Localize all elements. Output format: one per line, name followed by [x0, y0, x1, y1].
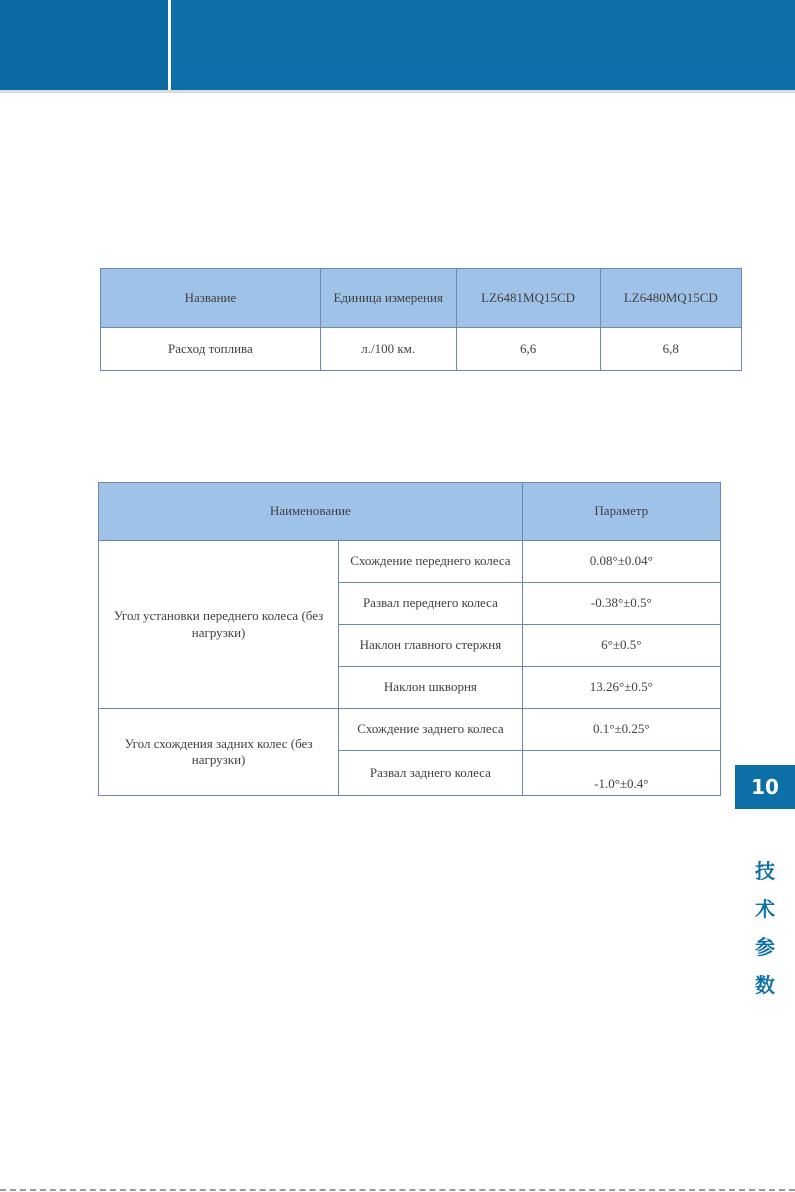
header-model-1: LZ6481MQ15CD [456, 269, 600, 328]
table-header-row [101, 269, 742, 328]
row-name: Наклон главного стержня [339, 625, 522, 667]
row-name: Схождение переднего колеса [339, 541, 522, 583]
table-header-row [99, 483, 721, 541]
header-parameter: Параметр [522, 483, 720, 541]
row-value: 0.1°±0.25° [522, 709, 720, 751]
row-value: 13.26°±0.5° [522, 667, 720, 709]
header-divider [168, 0, 171, 90]
bottom-dashed-rule [0, 1189, 795, 1191]
row-value: -1.0°±0.4° [522, 751, 720, 796]
row-value: 6°±0.5° [522, 625, 720, 667]
group-label-front: Угол установки переднего колеса (без нагрузки) [99, 541, 339, 709]
row-name: Схождение заднего колеса [339, 709, 522, 751]
fuel-consumption-table [100, 268, 742, 371]
header-shadow [0, 90, 795, 93]
cell-value-1: 6,6 [456, 328, 600, 371]
table-row [101, 328, 742, 371]
table-row [99, 709, 721, 751]
page-header-bar [0, 0, 795, 90]
chapter-char: 数 [755, 973, 775, 997]
cell-parameter: Расход топлива [101, 328, 321, 371]
header-designation: Наименование [99, 483, 523, 541]
chapter-title-vertical [735, 852, 795, 1004]
chapter-number-tab: 10 [735, 765, 795, 809]
row-value: 0.08°±0.04° [522, 541, 720, 583]
chapter-char: 术 [755, 897, 775, 921]
wheel-alignment-table [98, 482, 721, 796]
chapter-char: 技 [755, 859, 775, 883]
header-left-block [0, 0, 168, 90]
group-label-rear: Угол схождения задних колес (без нагрузки) [99, 709, 339, 796]
header-model-2: LZ6480MQ15CD [600, 269, 741, 328]
row-value: -0.38°±0.5° [522, 583, 720, 625]
table-row [99, 541, 721, 583]
chapter-char: 参 [755, 935, 775, 959]
header-unit: Единица измерения [320, 269, 456, 328]
row-name: Развал переднего колеса [339, 583, 522, 625]
row-name: Развал заднего колеса [339, 751, 522, 796]
row-name: Наклон шкворня [339, 667, 522, 709]
header-name: Название [101, 269, 321, 328]
cell-unit: л./100 км. [320, 328, 456, 371]
cell-value-2: 6,8 [600, 328, 741, 371]
